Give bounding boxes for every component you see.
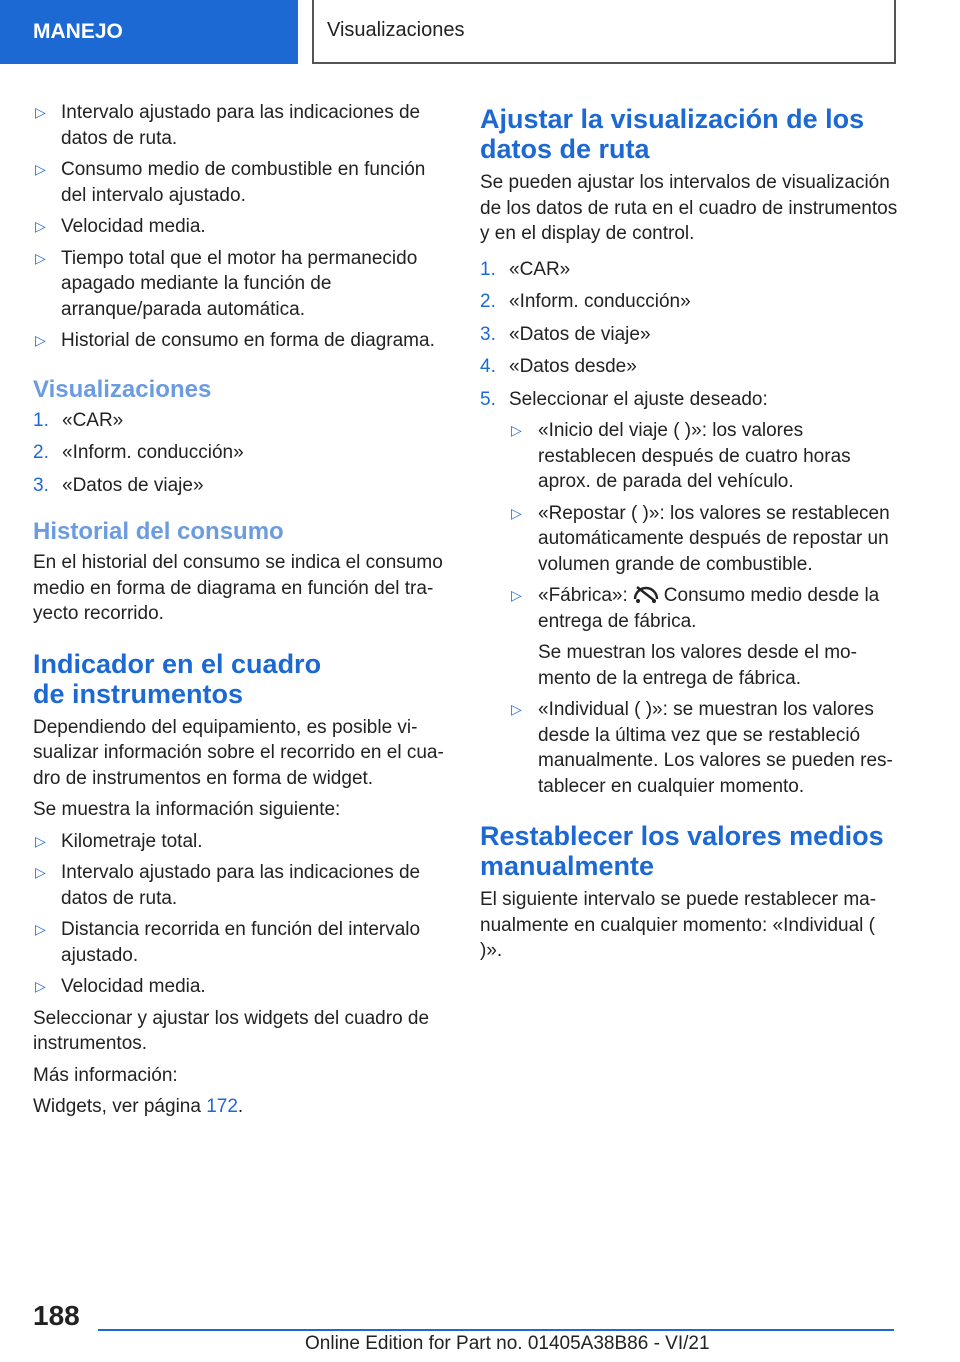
restablecer-heading: Restablecer los valores medios manualmente — [480, 821, 884, 881]
step-item: 1. «CAR» — [480, 258, 571, 280]
list-item: ▷ Intervalo ajustado para las indicaciones de datos de ruta. — [35, 862, 421, 909]
triangle-right-icon: ▷ — [35, 161, 46, 177]
list-item: ▷ Distancia recorrida en función del intervalo ajustado. — [35, 919, 421, 966]
gauge-icon — [632, 584, 660, 604]
ajustar-text: Se pueden ajustar los intervalos de visualización de los datos de ruta en el cuadro de instrumentos y en el display de control. — [480, 172, 898, 244]
list-item: ▷ Velocidad media. — [33, 974, 445, 1000]
setting-options — [509, 418, 898, 799]
fabrica-note: Se muestran los valores desde el momento de la entrega de fábrica. — [538, 642, 857, 689]
left-column — [33, 100, 445, 1126]
list-item: ▷ Kilometraje total. — [33, 829, 445, 855]
list-item: ▷ Consumo medio de combustible en función del intervalo ajustado. — [35, 159, 426, 206]
triangle-right-icon: ▷ — [35, 218, 46, 234]
step-item: 3. «Datos de viaje» — [33, 474, 204, 496]
indicador-paragraph: Dependiendo del equipamiento, es posible visualizar información sobre el recorrido en el cuadro de instrumentos en forma de widget. — [33, 716, 444, 789]
list-item: ▷ Intervalo ajustado para las indicaciones de datos de ruta. — [35, 102, 421, 149]
step-item: 3. «Datos de viaje» — [480, 323, 651, 345]
triangle-right-icon: ▷ — [511, 422, 522, 438]
step-item: 4. «Datos desde» — [480, 356, 637, 377]
chapter-title: MANEJO — [0, 0, 298, 64]
triangle-right-icon: ▷ — [35, 104, 46, 120]
historial-text: En el historial del consumo se indica el consumo medio en forma de diagrama en función del trayecto recorrido. — [33, 552, 443, 624]
list-item: ▷ Tiempo total que el motor ha permanecido apagado mediante la función de arranque/parada automática. — [35, 247, 418, 320]
triangle-right-icon: ▷ — [511, 587, 522, 603]
widgets-paragraph: Seleccionar y ajustar los widgets del cuadro de instrumentos. — [33, 1007, 430, 1054]
indicador-bullet-list — [33, 829, 445, 1000]
right-column — [480, 100, 898, 970]
ajustar-heading: Ajustar la visualización de los datos de ruta — [480, 104, 865, 164]
ajustar-steps — [480, 257, 898, 800]
triangle-right-icon: ▷ — [35, 978, 46, 994]
step-item: 5. Seleccionar el ajuste deseado: ▷ «Inicio del viaje ( )»: los valores restablecen después de cuatro horas aprox. de parada del vehículo. ▷ «Repostar ( )»: los valores se restablecen automáticamente después de repostar un volumen grande de combustible. ▷ «Fábrica»: Consumo medio desde la entrega de fábrica. Se muestran los valores desde el momento de la entrega de fábrica. ▷ «Individual ( )»: se muestran los valores desde la última vez que se restableció manualmente. Los valores se pueden restablecer en cualquier momento. — [480, 387, 898, 800]
intro-bullet-list — [33, 100, 445, 354]
indicador-heading: Indicador en el cuadro de instrumentos — [33, 648, 322, 709]
page-number: 188 — [33, 1300, 80, 1331]
triangle-right-icon: ▷ — [35, 921, 46, 937]
widgets-reference: Widgets, ver página 172. — [33, 1096, 244, 1117]
triangle-right-icon: ▷ — [35, 249, 46, 266]
triangle-right-icon: ▷ — [35, 864, 46, 880]
step-item: 1. «CAR» — [33, 409, 124, 431]
indicador-intro: Se muestra la información siguiente: — [33, 799, 341, 820]
triangle-right-icon: ▷ — [35, 832, 46, 849]
page-link[interactable]: 172 — [206, 1096, 238, 1117]
more-info-label: Más información: — [33, 1064, 178, 1086]
visualizaciones-steps — [33, 408, 445, 499]
footer-divider — [98, 1329, 894, 1331]
page-header — [0, 0, 960, 66]
option-repostar: ▷ «Repostar ( )»: los valores se restablecen automáticamente después de repostar un volumen grande de combustible. — [511, 502, 890, 575]
visualizaciones-heading: Visualizaciones — [33, 375, 212, 403]
step-item: 2. «Inform. conducción» — [33, 442, 244, 463]
edition-text: Online Edition for Part no. 01405A38B86 - VI/21 — [305, 1333, 710, 1354]
option-individual: ▷ «Individual ( )»: se muestran los valores desde la última vez que se restableció manualmente. Los valores se pueden restablecer en cualquier momento. — [511, 699, 893, 797]
triangle-right-icon: ▷ — [511, 504, 522, 521]
option-inicio: ▷ «Inicio del viaje ( )»: los valores restablecen después de cuatro horas aprox. de parada del vehículo. — [511, 420, 851, 492]
historial-heading: Historial del consumo — [33, 518, 284, 545]
triangle-right-icon: ▷ — [511, 701, 522, 717]
option-fabrica: ▷ «Fábrica»: Consumo medio desde la entrega de fábrica. Se muestran los valores desde el momento de la entrega de fábrica. — [509, 583, 898, 691]
step-item: 2. «Inform. conducción» — [480, 291, 691, 312]
list-item: ▷ Historial de consumo en forma de diagrama. — [33, 328, 445, 354]
list-item: ▷ Velocidad media. — [33, 214, 445, 240]
section-title: Visualizaciones — [312, 0, 896, 64]
restablecer-text: El siguiente intervalo se puede restablecer manualmente en cualquier momento: «Individual ( )». — [480, 889, 877, 961]
triangle-right-icon: ▷ — [35, 332, 46, 348]
